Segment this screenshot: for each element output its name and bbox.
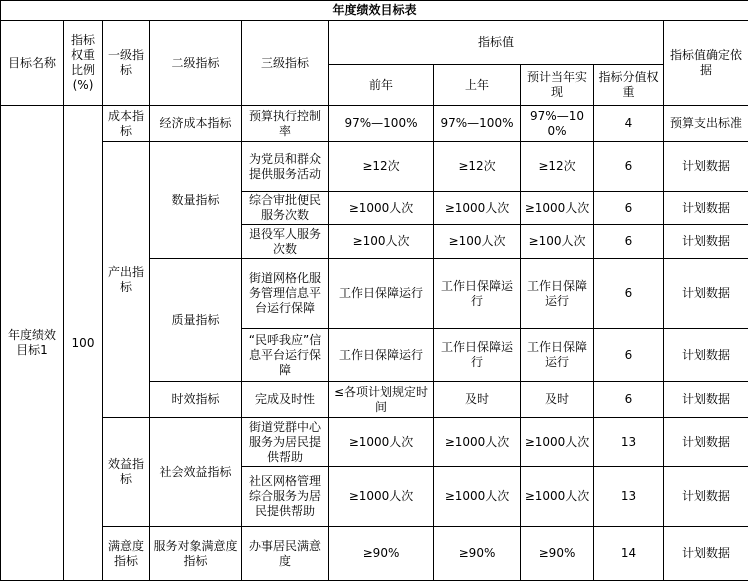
cell-basis: 预算支出标准 xyxy=(664,106,748,142)
cell-target-name: 年度绩效目标1 xyxy=(1,106,64,581)
cell-score-weight: 14 xyxy=(594,527,664,581)
cell-level1: 效益指标 xyxy=(103,418,150,527)
cell-level3: 办事居民满意度 xyxy=(242,527,329,581)
cell-basis: 计划数据 xyxy=(664,467,748,527)
header-weight-ratio: 指标权重比例(%) xyxy=(64,21,103,106)
cell-prev-year: ≥1000人次 xyxy=(329,418,434,467)
cell-level3: 街道党群中心服务为居民提供帮助 xyxy=(242,418,329,467)
cell-level2: 时效指标 xyxy=(150,382,242,418)
cell-last-year: ≥1000人次 xyxy=(434,467,521,527)
table-row xyxy=(1,106,748,142)
cell-last-year: ≥90% xyxy=(434,527,521,581)
cell-level3: 综合审批便民服务次数 xyxy=(242,192,329,225)
header-level1-indicator: 一级指标 xyxy=(103,21,150,106)
header-indicator-value-group: 指标值 xyxy=(329,21,664,65)
cell-score-weight: 13 xyxy=(594,467,664,527)
cell-current-year: ≥1000人次 xyxy=(521,467,594,527)
cell-level1: 满意度指标 xyxy=(103,527,150,581)
cell-score-weight: 6 xyxy=(594,142,664,192)
cell-last-year: 及时 xyxy=(434,382,521,418)
cell-current-year: ≥100人次 xyxy=(521,225,594,259)
header-prev-year: 前年 xyxy=(329,65,434,106)
cell-prev-year: ≥1000人次 xyxy=(329,467,434,527)
cell-current-year: ≥1000人次 xyxy=(521,418,594,467)
cell-current-year: ≥12次 xyxy=(521,142,594,192)
cell-current-year: ≥1000人次 xyxy=(521,192,594,225)
header-current-year: 预计当年实现 xyxy=(521,65,594,106)
cell-basis: 计划数据 xyxy=(664,382,748,418)
cell-prev-year: 97%—100% xyxy=(329,106,434,142)
cell-score-weight: 6 xyxy=(594,192,664,225)
cell-last-year: 工作日保障运行 xyxy=(434,329,521,382)
header-level2-indicator: 二级指标 xyxy=(150,21,242,106)
cell-level1: 产出指标 xyxy=(103,142,150,418)
cell-level3: 社区网格管理综合服务为居民提供帮助 xyxy=(242,467,329,527)
header-last-year: 上年 xyxy=(434,65,521,106)
cell-level3: 为党员和群众提供服务活动 xyxy=(242,142,329,192)
cell-level1: 成本指标 xyxy=(103,106,150,142)
header-score-weight: 指标分值权重 xyxy=(594,65,664,106)
table-row xyxy=(1,418,748,467)
cell-level2: 社会效益指标 xyxy=(150,418,242,527)
header-target-name: 目标名称 xyxy=(1,21,64,106)
cell-level3: 完成及时性 xyxy=(242,382,329,418)
table-row xyxy=(1,142,748,192)
cell-level3: 街道网格化服务管理信息平台运行保障 xyxy=(242,259,329,329)
cell-last-year: 97%—100% xyxy=(434,106,521,142)
cell-score-weight: 6 xyxy=(594,225,664,259)
table-title: 年度绩效目标表 xyxy=(1,1,748,21)
cell-score-weight: 6 xyxy=(594,382,664,418)
cell-basis: 计划数据 xyxy=(664,192,748,225)
cell-basis: 计划数据 xyxy=(664,225,748,259)
table-row xyxy=(1,527,748,581)
cell-prev-year: ≥12次 xyxy=(329,142,434,192)
cell-last-year: ≥12次 xyxy=(434,142,521,192)
cell-weight-percent: 100 xyxy=(64,106,103,581)
cell-last-year: 工作日保障运行 xyxy=(434,259,521,329)
cell-prev-year: ≤各项计划规定时间 xyxy=(329,382,434,418)
cell-current-year: ≥90% xyxy=(521,527,594,581)
cell-prev-year: 工作日保障运行 xyxy=(329,329,434,382)
cell-basis: 计划数据 xyxy=(664,418,748,467)
cell-basis: 计划数据 xyxy=(664,527,748,581)
cell-level3: “民呼我应”信息平台运行保障 xyxy=(242,329,329,382)
cell-level2: 经济成本指标 xyxy=(150,106,242,142)
cell-last-year: ≥100人次 xyxy=(434,225,521,259)
cell-prev-year: ≥1000人次 xyxy=(329,192,434,225)
cell-basis: 计划数据 xyxy=(664,259,748,329)
header-value-basis: 指标值确定依据 xyxy=(664,21,748,106)
cell-level2: 质量指标 xyxy=(150,259,242,382)
cell-prev-year: ≥100人次 xyxy=(329,225,434,259)
cell-level3: 预算执行控制率 xyxy=(242,106,329,142)
header-level3-indicator: 三级指标 xyxy=(242,21,329,106)
cell-score-weight: 6 xyxy=(594,329,664,382)
cell-last-year: ≥1000人次 xyxy=(434,192,521,225)
cell-current-year: 工作日保障运行 xyxy=(521,329,594,382)
cell-basis: 计划数据 xyxy=(664,329,748,382)
cell-basis: 计划数据 xyxy=(664,142,748,192)
cell-level3: 退役军人服务次数 xyxy=(242,225,329,259)
cell-current-year: 97%—100% xyxy=(521,106,594,142)
cell-current-year: 及时 xyxy=(521,382,594,418)
cell-score-weight: 4 xyxy=(594,106,664,142)
cell-prev-year: 工作日保障运行 xyxy=(329,259,434,329)
cell-level2: 服务对象满意度指标 xyxy=(150,527,242,581)
cell-last-year: ≥1000人次 xyxy=(434,418,521,467)
cell-prev-year: ≥90% xyxy=(329,527,434,581)
cell-score-weight: 6 xyxy=(594,259,664,329)
cell-current-year: 工作日保障运行 xyxy=(521,259,594,329)
title-row xyxy=(1,1,748,21)
cell-score-weight: 13 xyxy=(594,418,664,467)
header-row-1 xyxy=(1,21,748,65)
cell-level2: 数量指标 xyxy=(150,142,242,259)
